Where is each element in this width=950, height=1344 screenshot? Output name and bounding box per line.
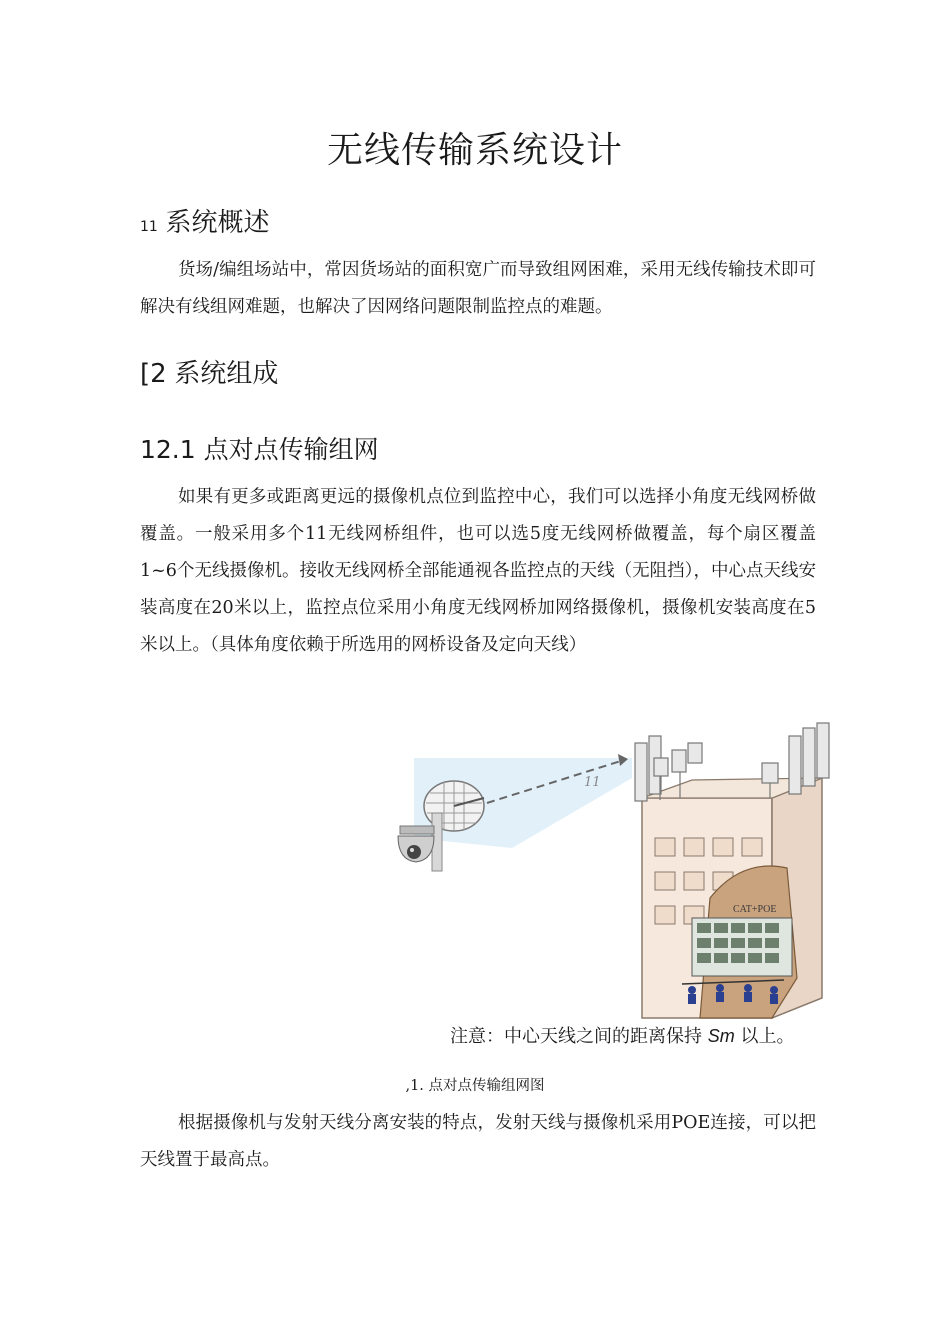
network-diagram [392,718,832,1023]
link-label: 11 [584,775,601,790]
building-icon [642,778,822,1018]
note-suffix: 以上。 [740,1026,795,1047]
paragraph-overview: 货场/编组场站中，常因货场站的面积宽广而导致组网困难，采用无线传输技术即可解决有线组网难题，也解决了因网络问题限制监控点的难题。 [140,260,816,317]
document-title: 无线传输系统设计 [326,130,623,171]
note-prefix: 注意：中心天线之间的距离保持 [450,1026,702,1047]
video-wall-screens [697,923,779,963]
paragraph-poe: 根据摄像机与发射天线分离安装的特点，发射天线与摄像机采用POE连接，可以把天线置于最高点。 [140,1113,816,1170]
subsection-number: 12.1 [140,435,196,464]
section-number: 11 [140,219,158,235]
subsection-heading [140,430,379,466]
section-number: [2 [140,359,167,389]
section-title: 系统组成 [174,359,279,389]
section-heading-overview [140,202,269,239]
figure-note [450,1022,794,1048]
section-heading-composition [140,353,278,390]
dome-camera-icon [398,826,434,862]
paragraph-point-to-point: 如果有更多或距离更远的摄像机点位到监控中心，我们可以选择小角度无线网桥做覆盖。一般采用多个11无线网桥组件，也可以选5度无线网桥做覆盖，每个扇区覆盖1~6个无线摄像机。接收无线网桥全部能通视各监控点的天线（无阻挡），中心点天线安装高度在20米以上，监控点位采用小角度无线网桥加网络摄像机，摄像机安装高度在5米以上。（具体角度依赖于所选用的网桥设备及定向天线） [140,487,816,655]
subsection-title: 点对点传输组网 [203,435,379,464]
note-value: Sm [707,1026,735,1046]
section-title: 系统概述 [165,208,270,238]
figure-caption: ,1. 点对点传输组网图 [405,1078,545,1094]
cable-label: CAT+POE [733,904,777,915]
network-illustration [392,718,832,1023]
